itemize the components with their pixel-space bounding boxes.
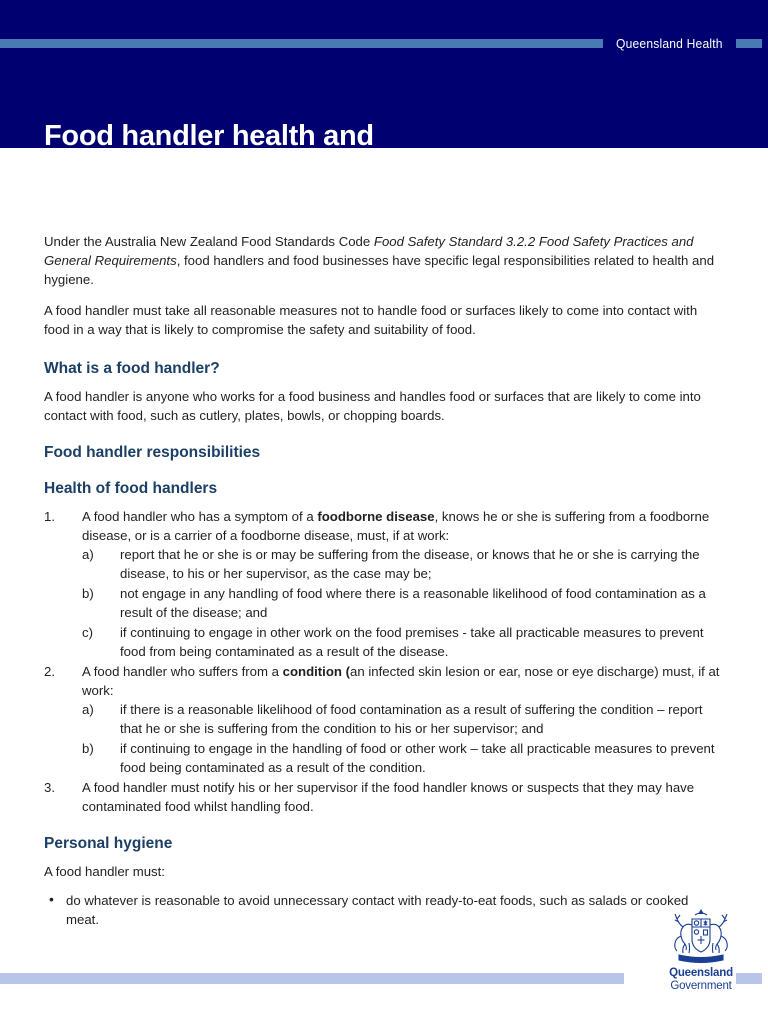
list-item-text: not engage in any handling of food where there is a reasonable likelihood of food contamination as a result of the disease; and [120, 586, 706, 620]
list-item-text-b: an infected skin lesion or ear, nose or eye discharge) must, if at work: [82, 664, 720, 698]
heading-what-is-a-food-handler: What is a food handler? [44, 360, 220, 377]
list-marker: c) [82, 625, 93, 640]
list-marker: a) [82, 547, 94, 562]
list-marker: 1. [44, 509, 55, 524]
document-body [44, 232, 722, 931]
heading-food-handler-responsibilities: Food handler responsibilities [44, 444, 261, 461]
health-sublist-2 [82, 700, 722, 777]
list-item [44, 507, 722, 661]
intro-p1-text-a: Under the Australia New Zealand Food Standards Code [44, 234, 374, 249]
document-title: Food handler health and [44, 120, 374, 148]
health-numbered-list [44, 507, 722, 816]
header-rule-row [0, 35, 768, 51]
list-item [44, 778, 722, 816]
heading-health-of-food-handlers: Health of food handlers [44, 480, 218, 497]
logo-line-queensland: Queensland [669, 967, 733, 979]
list-item-text: if continuing to engage in the handling of food or other work – take all practicable measures to prevent food being contaminated as a result of the condition. [120, 741, 715, 775]
what-is-a-food-handler-body: A food handler is anyone who works for a food business and handles food or surfaces that are likely to come into contact with food, such as cutlery, plates, bowls, or chopping boards. [44, 389, 701, 423]
header-banner [0, 0, 768, 148]
list-item [82, 623, 722, 661]
list-item [44, 662, 722, 777]
list-item-text: report that he or she is or may be suffering from the disease, or knows that he or she is carrying the disease, to his or her supervisor, as the case may be; [120, 547, 700, 581]
intro-p1-text-b: , food handlers and food businesses have specific legal responsibilities related to health and hygiene. [44, 253, 715, 287]
list-marker: b) [82, 586, 94, 601]
list-item-text: if continuing to engage in other work on the food premises - take all practicable measures to prevent food from being contaminated as a result of the disease. [120, 625, 704, 659]
list-marker: 3. [44, 780, 55, 795]
list-item-text-b: , knows he or she is suffering from a foodborne disease, or is a carrier of a foodborne disease, must, if at work: [82, 509, 710, 543]
list-marker: 2. [44, 664, 55, 679]
list-item [82, 700, 722, 738]
personal-hygiene-bullet-list [44, 891, 722, 929]
list-item-text: do whatever is reasonable to avoid unnecessary contact with ready-to-eat foods, such as salads or cooked meat. [66, 893, 689, 927]
intro-paragraph-1 [44, 232, 722, 289]
heading-personal-hygiene: Personal hygiene [44, 835, 173, 852]
coat-of-arms-icon [662, 905, 740, 967]
list-marker: a) [82, 702, 94, 717]
logo-line-government: Government [670, 980, 732, 992]
header-rule-right [736, 39, 762, 48]
list-item-bold-term: condition ( [282, 664, 351, 679]
list-item-bold-term: foodborne disease [317, 509, 435, 524]
footer-rule-left [0, 973, 624, 984]
queensland-government-logo [662, 905, 740, 993]
bullet-marker: • [49, 891, 54, 907]
list-item-text-a: A food handler who suffers from a [82, 664, 283, 679]
brand-queensland-health: Queensland Health [616, 35, 723, 51]
health-sublist-1 [82, 545, 722, 661]
list-item [82, 739, 722, 777]
list-item [82, 545, 722, 583]
list-marker: b) [82, 741, 94, 756]
standard-reference-italic: Food Safety Standard 3.2.2 Food Safety Practices and General Requirements [44, 234, 694, 268]
list-item [44, 891, 722, 929]
list-item-text: if there is a reasonable likelihood of food contamination as a result of suffering the condition – report that he or she is suffering from the condition to his or her supervisor; and [120, 702, 703, 736]
header-rule-left [0, 39, 603, 48]
list-item-text: A food handler must notify his or her supervisor if the food handler knows or suspects that they may have contaminated food whilst handling food. [82, 780, 695, 814]
personal-hygiene-lead: A food handler must: [44, 864, 165, 879]
footer-rule-row [0, 973, 768, 984]
list-item-text-a: A food handler who has a symptom of a [82, 509, 318, 524]
list-item [82, 584, 722, 622]
intro-paragraph-2: A food handler must take all reasonable measures not to handle food or surfaces likely to come into contact with food in a way that is likely to compromise the safety and suitability of food. [44, 303, 698, 337]
